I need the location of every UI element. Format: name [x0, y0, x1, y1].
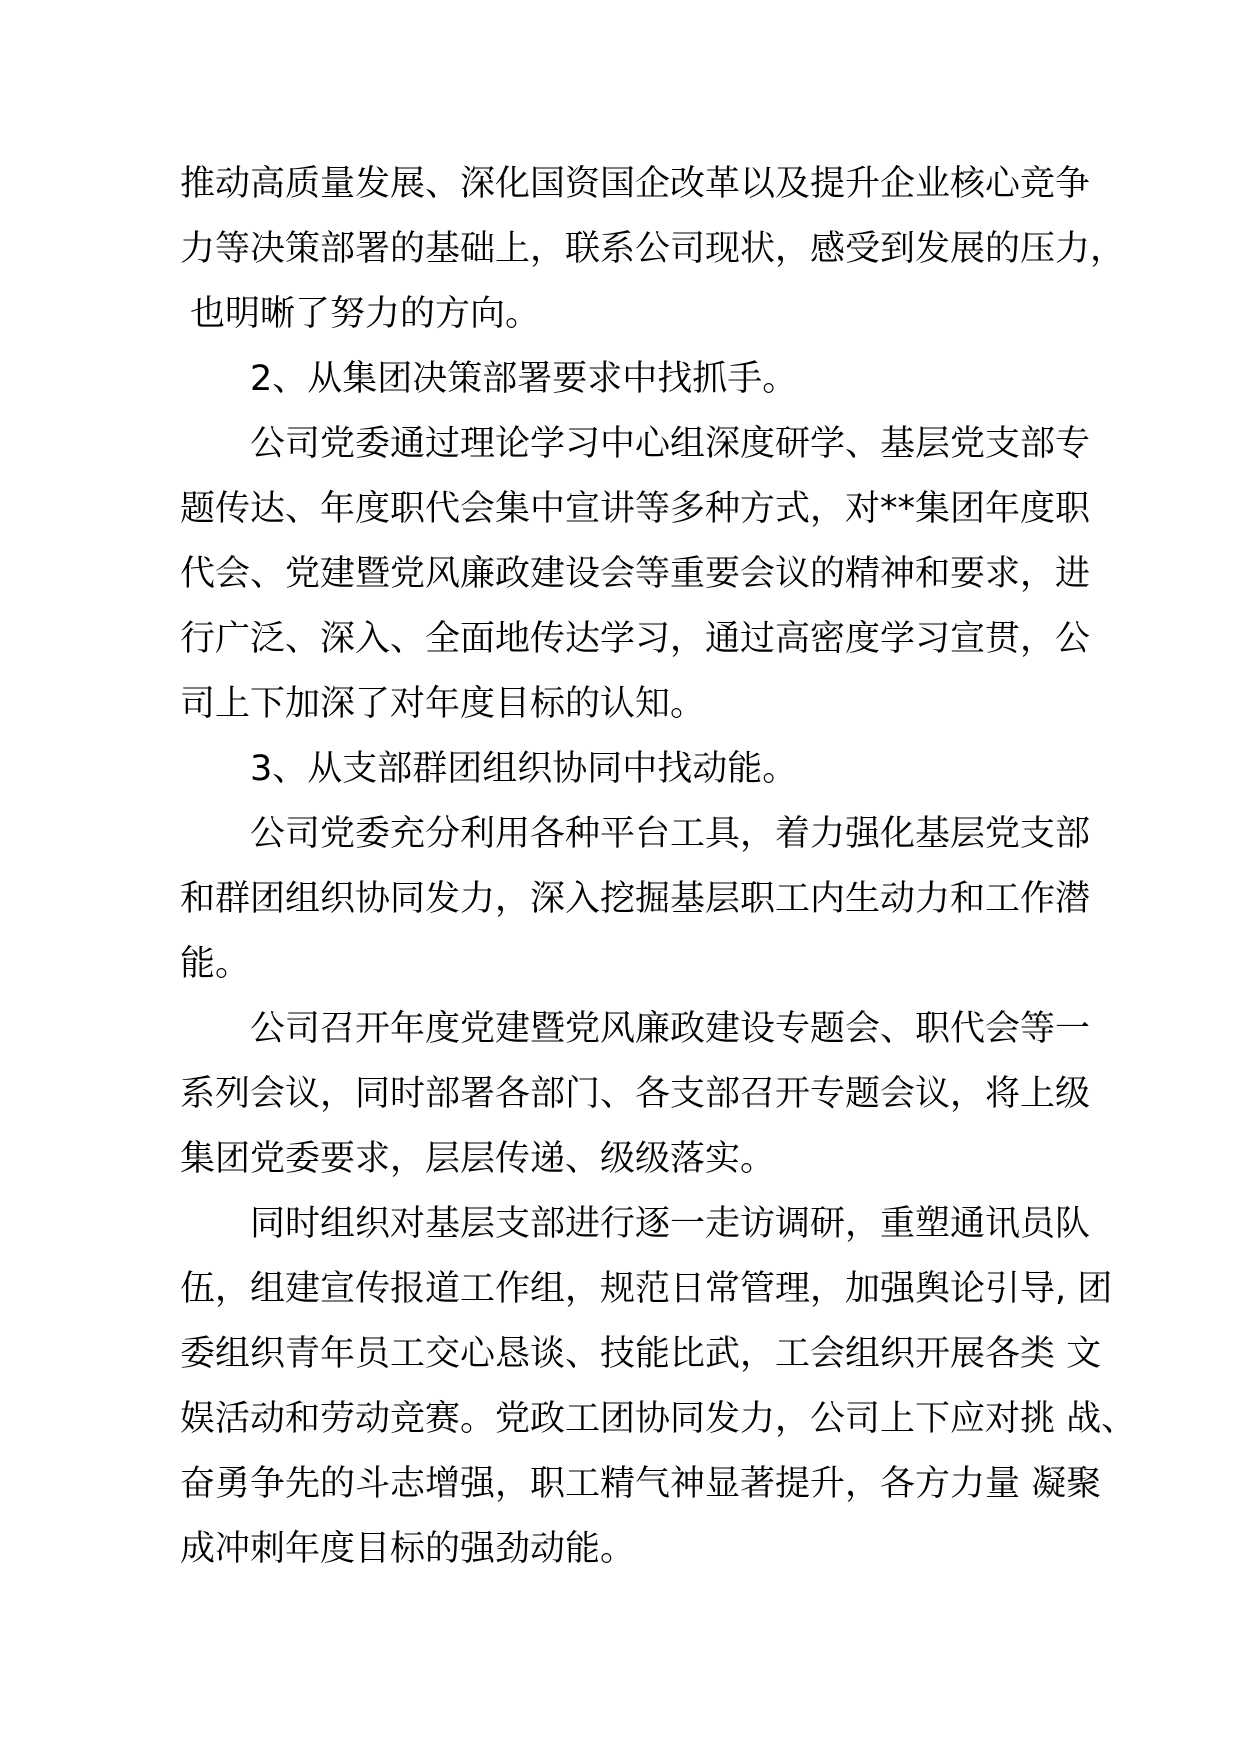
section-heading-3: 3、从支部群团组织协同中找动能。 — [250, 749, 798, 789]
paragraph-first-line: 公司召开年度党建暨党风廉政建设专题会、职代会等一 — [250, 1009, 1091, 1049]
text-line: 也明晰了努力的方向。 — [190, 294, 541, 334]
text-line: 和群团组织协同发力，深入挖掘基层职工内生动力和工作潜 — [180, 879, 1091, 919]
paragraph-first-line: 公司党委充分利用各种平台工具，着力强化基层党支部 — [250, 814, 1091, 854]
paragraph-first-line: 同时组织对基层支部进行逐一走访调研，重塑通讯员队 — [250, 1204, 1091, 1244]
text-line: 题传达、年度职代会集中宣讲等多种方式，对**集团年度职 — [180, 489, 1091, 529]
text-line: 成冲刺年度目标的强劲动能。 — [180, 1529, 636, 1569]
document-body — [180, 152, 1137, 1582]
text-line: 力等决策部署的基础上，联系公司现状，感受到发展的压力， — [180, 229, 1126, 269]
text-line: 娱活动和劳动竞赛。党政工团协同发力，公司上下应对挑 战、 — [180, 1399, 1137, 1439]
text-line: 代会、党建暨党风廉政建设会等重要会议的精神和要求，进 — [180, 554, 1091, 594]
paragraph-first-line: 公司党委通过理论学习中心组深度研学、基层党支部专 — [250, 424, 1091, 464]
text-line: 推动高质量发展、深化国资国企改革以及提升企业核心竞争 — [180, 164, 1091, 204]
section-heading-2: 2、从集团决策部署要求中找抓手。 — [250, 359, 798, 399]
text-line: 行广泛、深入、全面地传达学习，通过高密度学习宣贯，公 — [180, 619, 1091, 659]
text-line: 系列会议，同时部署各部门、各支部召开专题会议，将上级 — [180, 1074, 1091, 1114]
text-line: 司上下加深了对年度目标的认知。 — [180, 684, 706, 724]
text-line: 伍，组建宣传报道工作组，规范日常管理，加强舆论引导, 团 — [180, 1269, 1113, 1309]
text-line: 集团党委要求，层层传递、级级落实。 — [180, 1139, 776, 1179]
text-line: 奋勇争先的斗志增强，职工精气神显著提升，各方力量 凝聚 — [180, 1464, 1102, 1504]
text-line: 委组织青年员工交心恳谈、技能比武，工会组织开展各类 文 — [180, 1334, 1102, 1374]
text-line: 能。 — [180, 944, 251, 984]
